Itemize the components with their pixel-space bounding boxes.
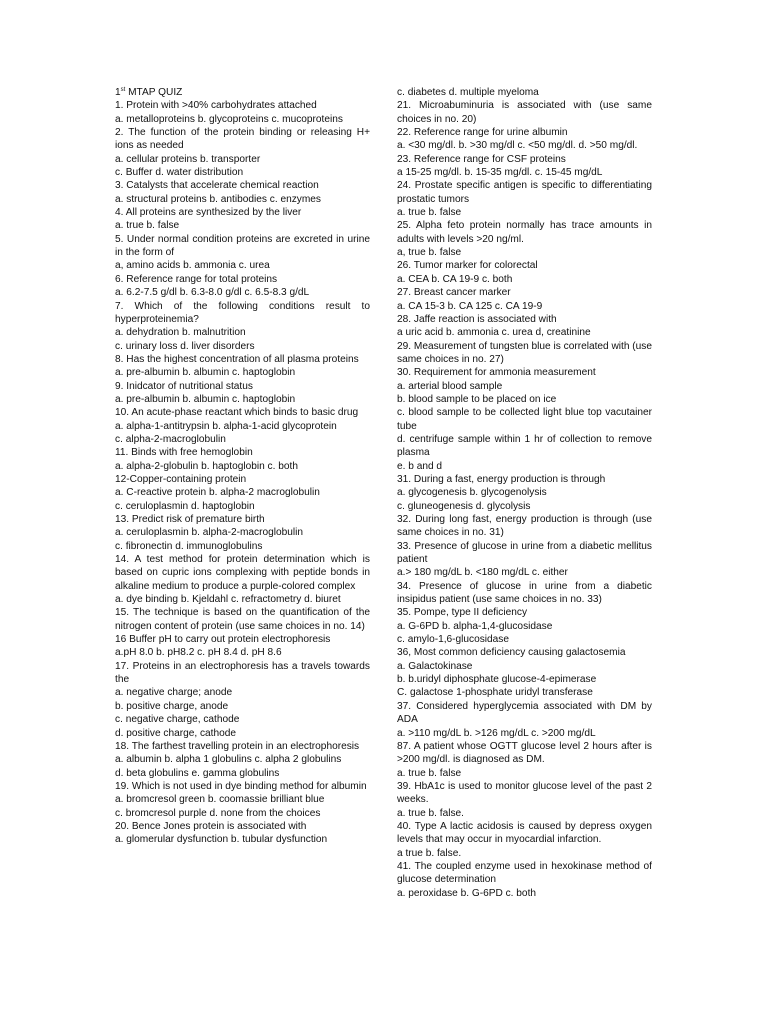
quiz-line: a uric acid b. ammonia c. urea d, creatinine [397,327,591,339]
quiz-line: a. arterial blood sample [397,380,503,392]
quiz-line: 18. The farthest travelling protein in an electrophoresis [115,740,360,752]
quiz-line: 24. Prostate specific antigen is specific to differentiating prostatic tumors [397,180,652,205]
quiz-line: c. diabetes d. multiple myeloma [397,87,539,98]
quiz-line: 12-Copper-containing protein [115,473,247,485]
quiz-line: a. albumin b. alpha 1 globulins c. alpha 2 globulins [115,754,342,766]
quiz-line: c. ceruloplasmin d. haptoglobin [115,500,255,512]
quiz-line: a. alpha-1-antitrypsin b. alpha-1-acid glycoprotein [115,420,337,432]
quiz-line: 4. All proteins are synthesized by the liver [115,207,302,219]
quiz-line: c. negative charge, cathode [115,714,240,726]
quiz-line: 33. Presence of glucose in urine from a diabetic mellitus patient [397,540,652,566]
title-superscript: st [120,87,126,93]
quiz-line: d. centrifuge sample within 1 hr of collection to remove plasma [397,433,652,459]
quiz-line: 2. The function of the protein binding or releasing H+ ions as needed [115,127,370,152]
quiz-line: 30. Requirement for ammonia measurement [397,367,596,379]
quiz-line: 3. Catalysts that accelerate chemical reaction [115,180,319,192]
quiz-line: 34. Presence of glucose in urine from a diabetic insipidus patient (use same choices in no. 33) [397,580,652,606]
quiz-line: 17. Proteins in an electrophoresis has a travels towards the [115,660,370,686]
quiz-line: 41. The coupled enzyme used in hexokinase method of glucose determination [397,860,652,886]
quiz-line: a. dehydration b. malnutrition [115,327,246,339]
quiz-line: a. negative charge; anode [115,687,233,699]
quiz-line: 1. Protein with >40% carbohydrates attached [115,100,317,112]
quiz-line: 35. Pompe, type II deficiency [397,607,528,619]
quiz-line: a. G-6PD b. alpha-1,4-glucosidase [397,620,553,632]
quiz-line: a. glycogenesis b. glycogenolysis [397,487,547,499]
quiz-line: 25. Alpha feto protein normally has trace amounts in adults with levels >20 ng/ml. [397,220,652,245]
quiz-line: b. blood sample to be placed on ice [397,393,557,405]
quiz-line: a. <30 mg/dl. b. >30 mg/dl c. <50 mg/dl. d. >50 mg/dl. [397,140,638,152]
quiz-title [115,86,370,99]
quiz-line: 32. During long fast, energy production is through (use same choices in no. 31) [397,514,652,539]
quiz-line: b. b.uridyl diphosphate glucose-4-epimerase [397,674,597,686]
quiz-line: a. glomerular dysfunction b. tubular dysfunction [115,834,328,846]
quiz-line: 8. Has the highest concentration of all plasma proteins [115,353,359,365]
quiz-line: 6. Reference range for total proteins [115,273,278,285]
quiz-line: c. amylo-1,6-glucosidase [397,634,509,646]
quiz-line: a true b. false. [397,847,462,859]
quiz-line: c. alpha-2-macroglobulin [115,433,226,445]
quiz-line: 11. Binds with free hemoglobin [115,447,253,459]
quiz-line: d. beta globulins e. gamma globulins [115,767,280,779]
quiz-line: 27. Breast cancer marker [397,287,511,299]
quiz-line: 28. Jaffe reaction is associated with [397,313,557,325]
quiz-line: 37. Considered hyperglycemia associated with DM by ADA [397,700,652,726]
quiz-line: a. metalloproteins b. glycoproteins c. mucoproteins [115,113,343,125]
quiz-line: a. CA 15-3 b. CA 125 c. CA 19-9 [397,300,543,312]
quiz-line: 39. HbA1c is used to monitor glucose level of the past 2 weeks. [397,780,652,806]
quiz-line: d. positive charge, cathode [115,727,237,739]
quiz-line: 26. Tumor marker for colorectal [397,260,538,272]
quiz-line: a. structural proteins b. antibodies c. enzymes [115,193,321,205]
quiz-line: a. alpha-2-globulin b. haptoglobin c. both [115,460,298,472]
quiz-line: 29. Measurement of tungsten blue is correlated with (use same choices in no. 27) [397,340,652,365]
quiz-line: 36, Most common deficiency causing galactosemia [397,647,626,659]
quiz-line: 21. Microabuminuria is associated with (use same choices in no. 20) [397,100,652,125]
quiz-line: c. gluneogenesis d. glycolysis [397,500,531,512]
quiz-line: e. b and d [397,460,443,472]
quiz-line: 13. Predict risk of premature birth [115,514,265,525]
quiz-line: a. >110 mg/dL b. >126 mg/dL c. >200 mg/dL [397,727,596,739]
quiz-line: 87. A patient whose OGTT glucose level 2 hours after is >200 mg/dl. is diagnosed as DM. [397,740,652,766]
quiz-line: 14. A test method for protein determination which is based on cupric ions complexing with peptide bonds in alkaline medium to produce a purple-colored complex [115,554,370,592]
quiz-line: a. peroxidase b. G-6PD c. both [397,887,537,899]
quiz-line: a. ceruloplasmin b. alpha-2-macroglobulin [115,527,303,539]
quiz-line: a. bromcresol green b. coomassie brilliant blue [115,794,325,806]
title-prefix: 1 [115,87,121,98]
quiz-line: c. bromcresol purple d. none from the choices [115,807,321,819]
quiz-line: 40. Type A lactic acidosis is caused by depress oxygen levels that may occur in myocardial infarction. [397,820,652,846]
quiz-line: a. true b. false [397,207,462,219]
quiz-line: c. urinary loss d. liver disorders [115,340,255,352]
quiz-line: a.pH 8.0 b. pH8.2 c. pH 8.4 d. pH 8.6 [115,647,282,659]
right-column [397,86,652,900]
quiz-line: c. Buffer d. water distribution [115,167,244,179]
quiz-line: 31. During a fast, energy production is through [397,473,606,485]
quiz-line: a. C-reactive protein b. alpha-2 macroglobulin [115,487,320,499]
quiz-line: 20. Bence Jones protein is associated with [115,820,307,832]
quiz-line: 10. An acute-phase reactant which binds to basic drug [115,407,359,419]
quiz-line: a. CEA b. CA 19-9 c. both [397,273,513,285]
quiz-line: a. true b. false. [397,807,464,819]
quiz-line: a.> 180 mg/dL b. <180 mg/dL c. either [397,567,568,579]
quiz-line: 5. Under normal condition proteins are excreted in urine in the form of [115,233,370,259]
quiz-line: a. 6.2-7.5 g/dl b. 6.3-8.0 g/dl c. 6.5-8.3 g/dL [115,287,310,299]
title-text: MTAP QUIZ [125,87,183,98]
left-column [115,86,370,847]
quiz-line: a. true b. false [397,767,462,779]
quiz-line: 16 Buffer pH to carry out protein electrophoresis [115,634,331,646]
quiz-line: a 15-25 mg/dl. b. 15-35 mg/dl. c. 15-45 mg/dL [397,167,603,179]
quiz-line: 9. Inidcator of nutritional status [115,380,253,392]
quiz-line: 22. Reference range for urine albumin [397,127,568,139]
quiz-line: a, true b. false [397,247,462,259]
quiz-line: a. cellular proteins b. transporter [115,153,261,165]
quiz-line: a. pre-albumin b. albumin c. haptoglobin [115,367,296,379]
quiz-line: a. dye binding b. Kjeldahl c. refractometry d. biuret [115,594,341,606]
quiz-line: c. blood sample to be collected light blue top vacutainer tube [397,407,652,432]
quiz-line: a. true b. false [115,220,180,232]
quiz-line: C. galactose 1-phosphate uridyl transferase [397,687,593,699]
quiz-line: a. pre-albumin b. albumin c. haptoglobin [115,393,296,405]
quiz-line: b. positive charge, anode [115,700,229,712]
quiz-line: a. Galactokinase [397,660,473,672]
quiz-line: c. fibronectin d. immunoglobulins [115,540,263,552]
quiz-line: 23. Reference range for CSF proteins [397,153,566,165]
quiz-line: a, amino acids b. ammonia c. urea [115,260,270,272]
quiz-line: 19. Which is not used in dye binding method for albumin [115,780,367,792]
quiz-line: 7. Which of the following conditions result to hyperproteinemia? [115,300,370,325]
quiz-line: 15. The technique is based on the quantification of the nitrogen content of protein (use same choices in no. 14) [115,607,370,632]
